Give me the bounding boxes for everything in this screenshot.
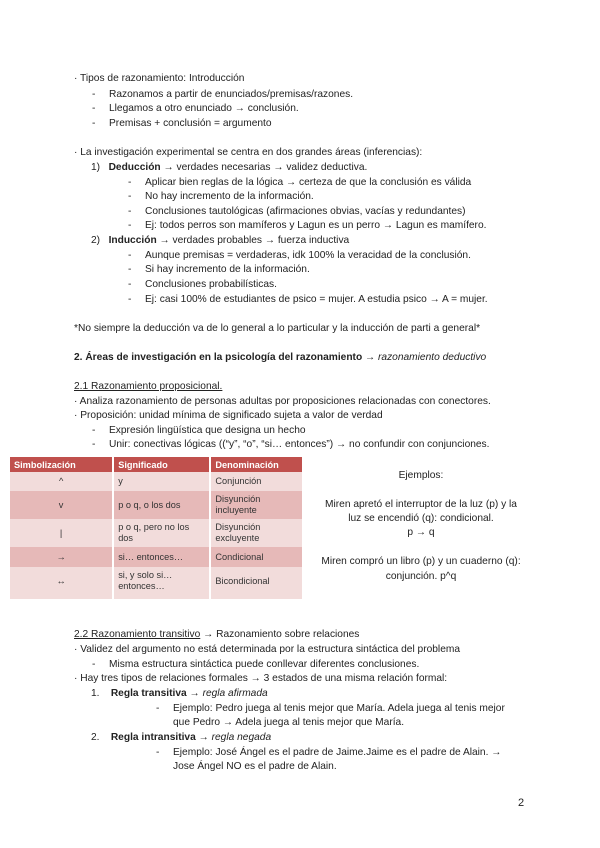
list-item: Ej: casi 100% de estudiantes de psico = mujer. A estudia psico → A = mujer. — [145, 294, 488, 305]
deduction-line — [91, 161, 367, 174]
list-item: Llegamos a otro enunciado → conclusión. — [109, 103, 299, 114]
list-item: Jose Ángel NO es el padre de Alain. — [173, 761, 337, 772]
list-bullet: - — [128, 206, 132, 217]
list-number: 2) — [91, 235, 101, 246]
table-cell: p o q, o los dos — [113, 491, 210, 519]
table-cell: si… entonces… — [113, 547, 210, 567]
research-heading: · La investigación experimental se centra en dos grandes áreas (inferencias): — [74, 147, 423, 158]
induction-desc: → verdades probables → fuerza inductiva — [156, 235, 350, 246]
paragraph-line: · Proposición: unidad mínima de significado sujeta a valor de verdad — [74, 410, 383, 421]
section-title-text: 2. Áreas de investigación en la psicología del razonamiento — [74, 352, 363, 363]
rule-term: Regla intransitiva — [110, 732, 196, 743]
list-bullet: - — [92, 103, 96, 114]
rule-term: Regla transitiva — [110, 688, 187, 699]
list-item: Si hay incremento de la información. — [145, 264, 310, 275]
intro-heading: · Tipos de razonamiento: Introducción — [74, 73, 245, 84]
paragraph-line: · Analiza razonamiento de personas adultas por proposiciones relacionadas con conectores. — [74, 396, 491, 407]
list-bullet: - — [128, 279, 132, 290]
table-header: Significado — [113, 457, 210, 472]
subsection-title-rest: → Razonamiento sobre relaciones — [200, 629, 360, 640]
list-item: Razonamos a partir de enunciados/premisas/razones. — [109, 89, 354, 100]
section-title — [74, 351, 486, 364]
table-row — [10, 472, 303, 491]
examples-title: Ejemplos: — [398, 470, 444, 481]
list-item: Ej: todos perros son mamíferos y Lagun es un perro → Lagun es mamífero. — [145, 220, 487, 231]
table-cell: ↔ — [10, 567, 113, 595]
list-number: 1) — [91, 162, 101, 173]
list-bullet: - — [92, 425, 96, 436]
list-item: Unir: conectivas lógicas ((“y”, “o”, “si… entonces”) → no confundir con conjunciones. — [109, 439, 490, 450]
subsection-title: 2.1 Razonamiento proposicional. — [74, 381, 223, 392]
deduction-desc: → verdades necesarias → validez deductiva. — [160, 162, 368, 173]
list-item: Conclusiones tautológicas (afirmaciones obvias, vacías y redundantes) — [145, 206, 466, 217]
arrow: → — [195, 732, 212, 743]
table-header: Denominación — [210, 457, 303, 472]
table-cell: Disyunción incluyente — [210, 491, 303, 519]
table-cell: Disyunción excluyente — [210, 519, 303, 547]
list-item: Aunque premisas = verdaderas, idk 100% la veracidad de la conclusión. — [145, 250, 471, 261]
list-item: Aplicar bien reglas de la lógica → certeza de que la conclusión es válida — [145, 177, 472, 188]
list-item: Expresión lingüística que designa un hecho — [109, 425, 306, 436]
list-bullet: - — [92, 118, 96, 129]
table-cell: Bicondicional — [210, 567, 303, 595]
list-item: Ejemplo: Pedro juega al tenis mejor que María. Adela juega al tenis mejor — [173, 703, 505, 714]
list-bullet: - — [128, 191, 132, 202]
rule-sub: regla afirmada — [202, 688, 268, 699]
example-line: Miren apretó el interruptor de la luz (p) y la — [325, 499, 517, 510]
list-item: Ejemplo: José Ángel es el padre de Jaime.Jaime es el padre de Alain. → — [173, 747, 502, 758]
list-item: Premisas + conclusión = argumento — [109, 118, 272, 129]
connectives-table — [10, 457, 304, 599]
table-cell: p o q, pero no los dos — [113, 519, 210, 547]
example-line: Miren compró un libro (p) y un cuaderno (q): — [321, 556, 521, 567]
list-number: 1. — [91, 688, 100, 699]
table-header: Simbolización — [10, 457, 113, 472]
rule-sub: regla negada — [211, 732, 272, 743]
list-item: Conclusiones probabilísticas. — [145, 279, 277, 290]
list-bullet: - — [156, 747, 160, 758]
list-bullet: - — [92, 89, 96, 100]
list-item: Misma estructura sintáctica puede conllevar diferentes conclusiones. — [109, 659, 420, 670]
list-bullet: - — [128, 264, 132, 275]
rule-line — [91, 731, 271, 744]
table-row — [10, 547, 303, 567]
rule-line — [91, 687, 268, 700]
subsection-title-text: 2.2 Razonamiento transitivo — [74, 629, 201, 640]
table-cell: → — [10, 547, 113, 567]
table-cell: Condicional — [210, 547, 303, 567]
list-bullet: - — [156, 703, 160, 714]
table-cell: | — [10, 519, 113, 547]
list-bullet: - — [128, 220, 132, 231]
arrow: → — [186, 688, 203, 699]
note: *No siempre la deducción va de lo general a lo particular y la inducción de parti a general* — [74, 323, 481, 334]
table-cell: v — [10, 491, 113, 519]
table-header-row — [10, 457, 303, 472]
table-row — [10, 567, 303, 595]
example-line: luz se encendió (q): condicional. — [348, 513, 494, 524]
table-row — [10, 491, 303, 519]
list-bullet: - — [128, 294, 132, 305]
table-row — [10, 595, 303, 599]
subsection-title — [74, 628, 359, 641]
induction-line — [91, 234, 349, 247]
example-line: conjunción. p^q — [385, 571, 457, 582]
page-number: 2 — [518, 797, 525, 809]
table-cell: y — [113, 472, 210, 491]
list-bullet: - — [128, 177, 132, 188]
table-cell: Conjunción — [210, 472, 303, 491]
list-item: que Pedro → Adela juega al tenis mejor que María. — [173, 717, 405, 728]
paragraph-line: · Hay tres tipos de relaciones formales → 3 estados de una misma relación formal: — [74, 673, 448, 684]
table-row — [10, 519, 303, 547]
list-bullet: - — [92, 659, 96, 670]
list-bullet: - — [128, 250, 132, 261]
table-cell: ^ — [10, 472, 113, 491]
example-line: p → q — [407, 527, 435, 538]
list-bullet: - — [92, 439, 96, 450]
section-subtitle: razonamiento deductivo — [378, 352, 487, 363]
arrow: → — [362, 352, 379, 363]
list-number: 2. — [91, 732, 100, 743]
paragraph-line: · Validez del argumento no está determinada por la estructura sintáctica del problema — [74, 644, 461, 655]
deduction-term: Deducción — [108, 162, 161, 173]
table-cell: si, y solo si… entonces… — [113, 567, 210, 595]
induction-term: Inducción — [108, 235, 157, 246]
list-item: No hay incremento de la información. — [145, 191, 314, 202]
